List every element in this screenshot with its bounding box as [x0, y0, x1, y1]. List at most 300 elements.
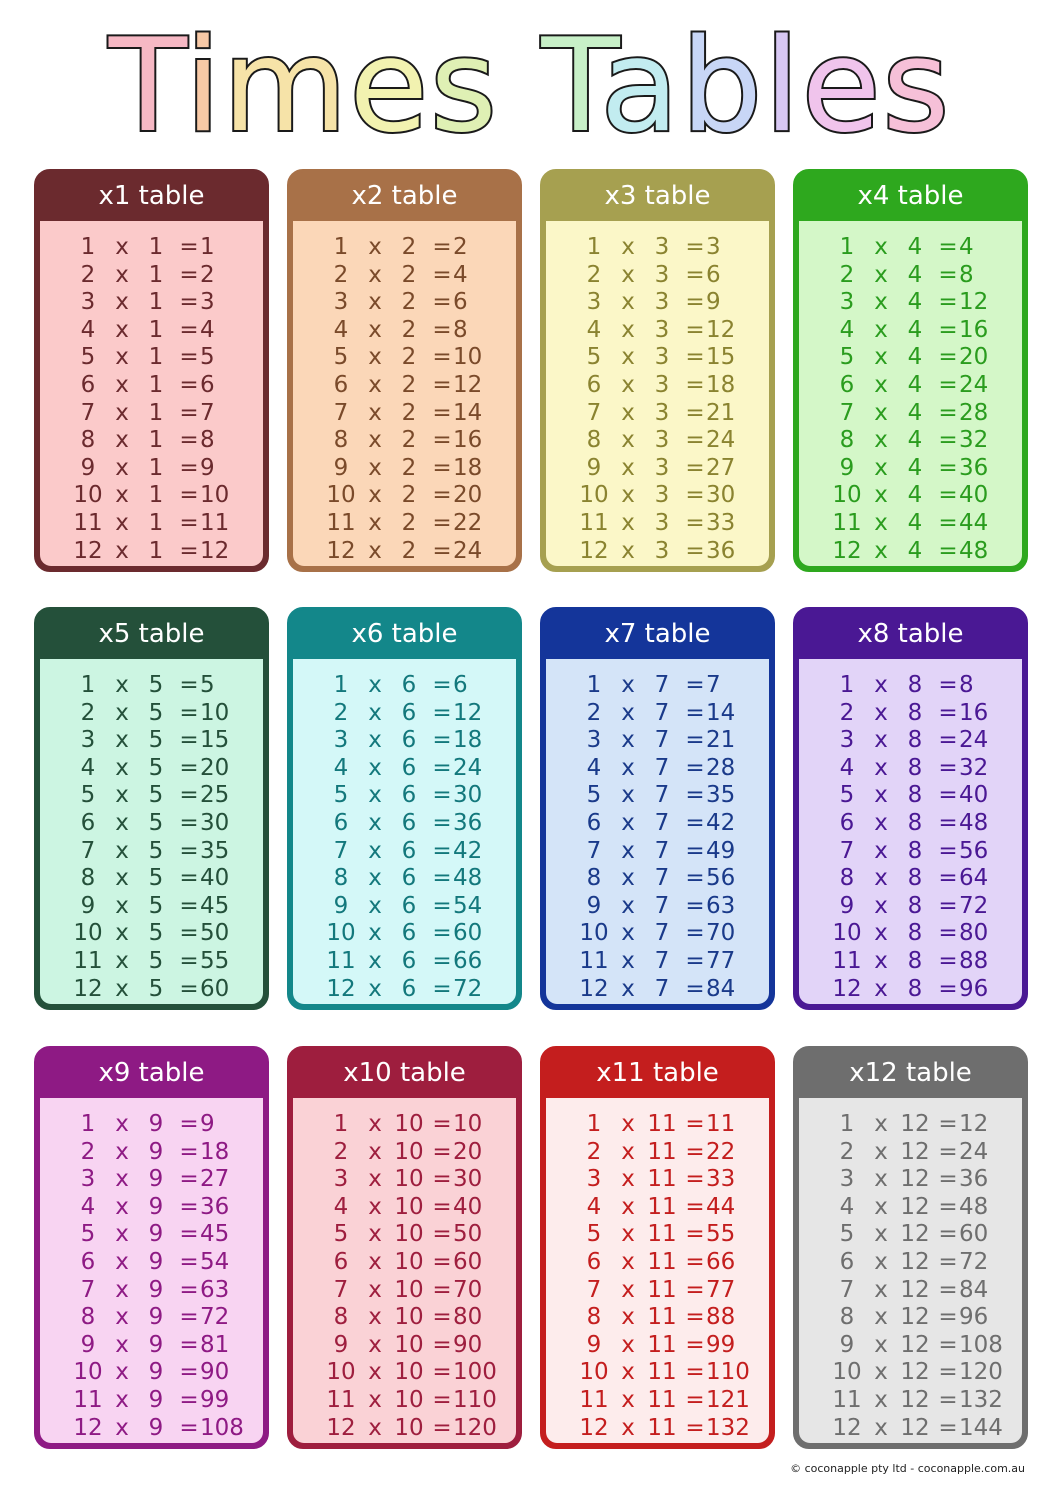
table-row [799, 1138, 1028, 1166]
row-multiplier: 11 [647, 1331, 677, 1358]
row-multiplier: 11 [647, 1414, 677, 1441]
times-sign: x [368, 1304, 382, 1331]
row-multiplier: 6 [401, 699, 417, 726]
row-factor: 12 [832, 537, 862, 564]
equals-sign: = [938, 372, 958, 398]
row-product: 40 [959, 482, 989, 509]
row-multiplier: 4 [907, 510, 923, 536]
equals-sign: = [685, 1221, 705, 1248]
row-multiplier: 3 [654, 427, 670, 454]
table-row [293, 371, 522, 399]
times-sign: x [874, 1249, 888, 1275]
times-sign: x [368, 727, 382, 754]
table-row [799, 919, 1028, 947]
row-multiplier: 10 [394, 1138, 424, 1165]
table-row [546, 1220, 775, 1248]
table-row [40, 1193, 269, 1221]
row-multiplier: 4 [907, 537, 923, 564]
table-row [799, 371, 1028, 399]
table-card-header: x9 table [98, 1058, 205, 1088]
times-sign: x [368, 699, 382, 726]
table-card-body [293, 221, 516, 566]
times-sign: x [115, 1193, 129, 1220]
row-factor: 12 [832, 975, 862, 1002]
table-row [799, 1331, 1028, 1359]
table-row [293, 975, 522, 1003]
table-row [40, 426, 269, 454]
times-sign: x [368, 344, 382, 371]
row-factor: 7 [839, 1276, 855, 1303]
table-card-x8 [793, 607, 1028, 1010]
equals-sign: = [685, 399, 705, 426]
row-multiplier: 5 [148, 920, 164, 947]
row-factor: 6 [80, 372, 96, 398]
table-row [546, 371, 775, 399]
table-row [799, 509, 1028, 537]
row-multiplier: 9 [148, 1359, 164, 1386]
row-multiplier: 4 [907, 261, 923, 288]
row-product: 21 [706, 399, 736, 426]
table-row [40, 781, 269, 809]
row-multiplier: 12 [900, 1221, 930, 1248]
row-multiplier: 7 [654, 782, 670, 809]
row-factor: 5 [839, 782, 855, 809]
row-multiplier: 7 [654, 892, 670, 919]
equals-sign: = [938, 1359, 958, 1386]
row-multiplier: 6 [401, 672, 417, 698]
times-sign: x [115, 1359, 129, 1386]
equals-sign: = [938, 454, 958, 481]
row-product: 24 [706, 427, 736, 454]
row-multiplier: 7 [654, 920, 670, 947]
row-factor: 12 [73, 975, 103, 1002]
equals-sign: = [938, 1193, 958, 1220]
table-row [40, 1358, 269, 1386]
equals-sign: = [432, 1359, 452, 1386]
table-row [40, 509, 269, 537]
equals-sign: = [179, 948, 199, 974]
row-factor: 2 [839, 699, 855, 726]
row-product: 18 [453, 454, 483, 481]
times-sign: x [368, 1331, 382, 1358]
row-multiplier: 5 [148, 754, 164, 781]
equals-sign: = [432, 865, 452, 892]
row-factor: 12 [579, 537, 609, 564]
row-multiplier: 6 [401, 920, 417, 947]
times-sign: x [368, 289, 382, 316]
equals-sign: = [179, 699, 199, 726]
equals-sign: = [938, 920, 958, 947]
row-multiplier: 10 [394, 1249, 424, 1275]
row-multiplier: 4 [907, 344, 923, 371]
table-row [546, 261, 775, 289]
table-row [40, 481, 269, 509]
times-sign: x [368, 1276, 382, 1303]
times-sign: x [368, 837, 382, 864]
row-factor: 4 [333, 1193, 349, 1220]
times-sign: x [874, 754, 888, 781]
times-sign: x [874, 1331, 888, 1358]
times-sign: x [874, 261, 888, 288]
equals-sign: = [432, 699, 452, 726]
title-graphic [0, 8, 1061, 158]
table-row [546, 1386, 775, 1414]
equals-sign: = [938, 261, 958, 288]
row-factor: 9 [586, 454, 602, 481]
table-row [40, 699, 269, 727]
times-sign: x [115, 344, 129, 371]
row-factor: 3 [80, 727, 96, 754]
table-row [40, 1248, 269, 1276]
row-factor: 4 [333, 754, 349, 781]
row-factor: 7 [839, 399, 855, 426]
times-sign: x [368, 1166, 382, 1193]
row-multiplier: 8 [907, 727, 923, 754]
row-product: 14 [453, 399, 483, 426]
row-product: 30 [200, 810, 230, 836]
equals-sign: = [432, 454, 452, 481]
row-factor: 10 [579, 920, 609, 947]
row-multiplier: 10 [394, 1221, 424, 1248]
row-product: 8 [200, 427, 215, 454]
equals-sign: = [685, 316, 705, 343]
equals-sign: = [685, 754, 705, 781]
table-row [546, 754, 775, 782]
row-multiplier: 3 [654, 537, 670, 564]
equals-sign: = [432, 754, 452, 781]
table-row [546, 1276, 775, 1304]
row-factor: 4 [839, 1193, 855, 1220]
row-factor: 10 [832, 920, 862, 947]
row-factor: 4 [839, 316, 855, 343]
row-product: 30 [453, 1166, 483, 1193]
row-factor: 11 [73, 1387, 103, 1413]
row-factor: 6 [80, 1249, 96, 1275]
times-sign: x [368, 948, 382, 974]
row-product: 33 [706, 510, 736, 536]
equals-sign: = [179, 344, 199, 371]
row-product: 24 [453, 754, 483, 781]
row-multiplier: 3 [654, 316, 670, 343]
times-sign: x [621, 672, 635, 698]
equals-sign: = [179, 1193, 199, 1220]
row-factor: 9 [333, 892, 349, 919]
times-sign: x [115, 754, 129, 781]
table-row [40, 919, 269, 947]
row-factor: 6 [333, 372, 349, 398]
row-factor: 4 [80, 1193, 96, 1220]
times-sign: x [115, 261, 129, 288]
table-row [40, 671, 269, 699]
row-multiplier: 5 [148, 892, 164, 919]
row-product: 20 [200, 754, 230, 781]
row-product: 24 [453, 537, 483, 564]
row-product: 84 [959, 1276, 989, 1303]
row-product: 10 [453, 1111, 483, 1137]
table-card-header: x1 table [98, 181, 205, 211]
equals-sign: = [179, 1304, 199, 1331]
table-row [546, 726, 775, 754]
row-factor: 3 [586, 727, 602, 754]
row-product: 25 [200, 782, 230, 809]
row-factor: 12 [326, 1414, 356, 1441]
row-multiplier: 1 [148, 344, 164, 371]
row-product: 90 [453, 1331, 483, 1358]
row-factor: 1 [333, 672, 349, 698]
row-factor: 7 [839, 837, 855, 864]
equals-sign: = [432, 948, 452, 974]
row-factor: 11 [832, 948, 862, 974]
equals-sign: = [938, 427, 958, 454]
row-product: 80 [453, 1304, 483, 1331]
equals-sign: = [179, 1138, 199, 1165]
row-multiplier: 2 [401, 427, 417, 454]
times-sign: x [368, 316, 382, 343]
row-product: 110 [453, 1387, 497, 1413]
table-row [799, 454, 1028, 482]
row-product: 96 [959, 1304, 989, 1331]
equals-sign: = [938, 837, 958, 864]
row-multiplier: 12 [900, 1331, 930, 1358]
table-card-x2 [287, 169, 522, 572]
row-factor: 5 [333, 344, 349, 371]
row-product: 66 [453, 948, 483, 974]
row-multiplier: 9 [148, 1221, 164, 1248]
row-product: 4 [453, 261, 468, 288]
equals-sign: = [685, 699, 705, 726]
row-product: 49 [706, 837, 736, 864]
row-factor: 3 [80, 1166, 96, 1193]
row-product: 108 [959, 1331, 1003, 1358]
row-factor: 8 [80, 427, 96, 454]
row-product: 56 [706, 865, 736, 892]
table-row [799, 1248, 1028, 1276]
times-sign: x [874, 1111, 888, 1137]
row-factor: 12 [326, 975, 356, 1002]
row-factor: 10 [326, 1359, 356, 1386]
row-product: 50 [200, 920, 230, 947]
equals-sign: = [432, 316, 452, 343]
row-multiplier: 11 [647, 1166, 677, 1193]
times-sign: x [874, 316, 888, 343]
equals-sign: = [432, 810, 452, 836]
row-multiplier: 5 [148, 727, 164, 754]
row-factor: 1 [333, 234, 349, 260]
row-multiplier: 1 [148, 427, 164, 454]
times-sign: x [621, 261, 635, 288]
table-card-header: x5 table [98, 619, 205, 649]
row-factor: 1 [80, 672, 96, 698]
equals-sign: = [938, 782, 958, 809]
table-row [546, 947, 775, 975]
row-product: 32 [959, 754, 989, 781]
row-product: 12 [453, 372, 483, 398]
times-sign: x [621, 316, 635, 343]
table-row [546, 809, 775, 837]
equals-sign: = [179, 1221, 199, 1248]
times-sign: x [874, 289, 888, 316]
row-product: 121 [706, 1387, 750, 1413]
row-multiplier: 7 [654, 948, 670, 974]
row-factor: 7 [80, 837, 96, 864]
row-product: 90 [200, 1359, 230, 1386]
table-row [293, 233, 522, 261]
row-factor: 7 [586, 399, 602, 426]
equals-sign: = [179, 289, 199, 316]
row-multiplier: 5 [148, 837, 164, 864]
row-product: 44 [706, 1193, 736, 1220]
times-sign: x [874, 672, 888, 698]
times-sign: x [621, 727, 635, 754]
row-product: 4 [959, 234, 974, 260]
row-multiplier: 2 [401, 537, 417, 564]
row-factor: 5 [586, 1221, 602, 1248]
times-sign: x [368, 482, 382, 509]
table-card-x6 [287, 607, 522, 1010]
row-multiplier: 6 [401, 810, 417, 836]
row-product: 33 [706, 1166, 736, 1193]
table-row [293, 1193, 522, 1221]
table-row [546, 1248, 775, 1276]
row-factor: 3 [839, 289, 855, 316]
row-product: 32 [959, 427, 989, 454]
row-multiplier: 12 [900, 1387, 930, 1413]
row-factor: 8 [333, 865, 349, 892]
table-row [799, 1110, 1028, 1138]
row-factor: 3 [80, 289, 96, 316]
row-product: 72 [453, 975, 483, 1002]
row-factor: 2 [80, 1138, 96, 1165]
equals-sign: = [179, 316, 199, 343]
row-factor: 9 [839, 1331, 855, 1358]
equals-sign: = [938, 810, 958, 836]
row-product: 72 [959, 892, 989, 919]
times-sign: x [874, 1414, 888, 1441]
table-row [799, 316, 1028, 344]
row-factor: 11 [579, 1387, 609, 1413]
times-sign: x [115, 482, 129, 509]
table-row [799, 864, 1028, 892]
row-product: 18 [706, 372, 736, 398]
row-product: 20 [453, 482, 483, 509]
table-row [40, 1386, 269, 1414]
row-product: 60 [200, 975, 230, 1002]
row-factor: 7 [333, 399, 349, 426]
times-sign: x [115, 289, 129, 316]
row-product: 15 [706, 344, 736, 371]
row-product: 7 [200, 399, 215, 426]
equals-sign: = [432, 1111, 452, 1137]
row-factor: 5 [80, 782, 96, 809]
row-product: 2 [453, 234, 468, 260]
table-card-x12 [793, 1046, 1028, 1449]
equals-sign: = [685, 261, 705, 288]
equals-sign: = [685, 1111, 705, 1137]
row-product: 5 [200, 344, 215, 371]
row-multiplier: 11 [647, 1276, 677, 1303]
equals-sign: = [685, 782, 705, 809]
equals-sign: = [685, 1331, 705, 1358]
row-factor: 12 [579, 1414, 609, 1441]
table-card-body [546, 659, 769, 1004]
row-product: 10 [200, 482, 230, 509]
times-sign: x [115, 427, 129, 454]
row-multiplier: 8 [907, 948, 923, 974]
equals-sign: = [938, 1111, 958, 1137]
row-factor: 6 [586, 372, 602, 398]
row-factor: 6 [586, 810, 602, 836]
equals-sign: = [179, 1166, 199, 1193]
row-product: 55 [706, 1221, 736, 1248]
table-row [799, 947, 1028, 975]
row-factor: 11 [832, 510, 862, 536]
table-card-x4 [793, 169, 1028, 572]
times-sign: x [621, 1166, 635, 1193]
times-sign: x [368, 920, 382, 947]
times-sign: x [874, 1166, 888, 1193]
table-card-x9 [34, 1046, 269, 1449]
row-multiplier: 2 [401, 289, 417, 316]
equals-sign: = [432, 537, 452, 564]
row-multiplier: 8 [907, 699, 923, 726]
copyright-credit: © coconapple pty ltd - coconapple.com.au [790, 1462, 1025, 1475]
equals-sign: = [432, 975, 452, 1002]
table-row [799, 671, 1028, 699]
row-product: 40 [453, 1193, 483, 1220]
table-card-body [293, 659, 516, 1004]
row-multiplier: 10 [394, 1276, 424, 1303]
times-sign: x [368, 427, 382, 454]
equals-sign: = [179, 234, 199, 260]
row-factor: 11 [73, 510, 103, 536]
row-product: 11 [200, 510, 230, 536]
times-sign: x [621, 454, 635, 481]
row-product: 48 [453, 865, 483, 892]
row-product: 14 [706, 699, 736, 726]
row-multiplier: 1 [148, 234, 164, 260]
row-product: 88 [706, 1304, 736, 1331]
table-card-header: x4 table [857, 181, 964, 211]
row-product: 10 [200, 699, 230, 726]
equals-sign: = [685, 1138, 705, 1165]
equals-sign: = [938, 948, 958, 974]
row-product: 30 [453, 782, 483, 809]
times-sign: x [621, 948, 635, 974]
table-row [293, 809, 522, 837]
row-product: 45 [200, 1221, 230, 1248]
table-card-body [40, 1098, 263, 1443]
equals-sign: = [179, 1276, 199, 1303]
times-sign: x [874, 234, 888, 260]
row-factor: 10 [326, 920, 356, 947]
row-multiplier: 9 [148, 1276, 164, 1303]
row-multiplier: 6 [401, 865, 417, 892]
times-sign: x [368, 372, 382, 398]
row-multiplier: 10 [394, 1414, 424, 1441]
table-row [546, 1193, 775, 1221]
row-product: 24 [959, 372, 989, 398]
equals-sign: = [179, 727, 199, 754]
row-multiplier: 2 [401, 316, 417, 343]
times-sign: x [115, 948, 129, 974]
equals-sign: = [685, 372, 705, 398]
equals-sign: = [685, 1249, 705, 1275]
row-multiplier: 3 [654, 510, 670, 536]
table-row [293, 1386, 522, 1414]
row-factor: 3 [839, 727, 855, 754]
table-row [293, 537, 522, 565]
equals-sign: = [938, 482, 958, 509]
